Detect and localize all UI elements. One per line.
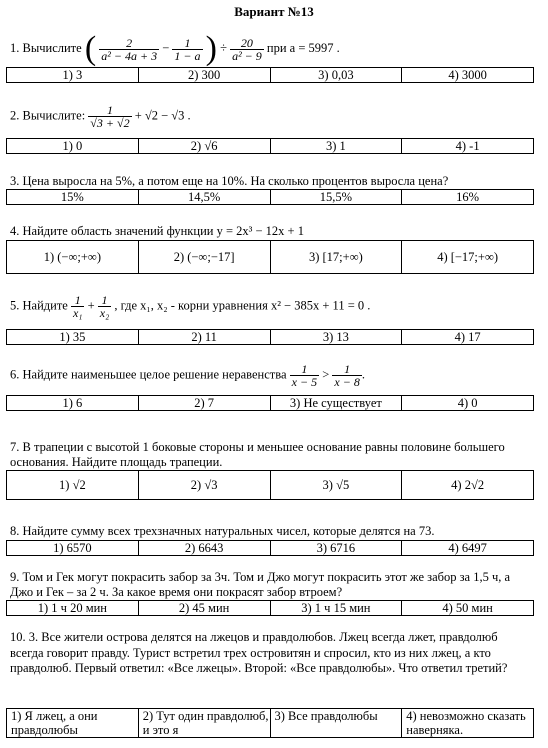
question-1-label: 1. Вычислите: [10, 40, 82, 55]
question-6: 6. Найдите наименьшее целое решение неравенства $\frac{1}{x - 5}$ > $\frac{1}{x - 8}$ .: [10, 362, 365, 389]
answer-option[interactable]: 3) 1: [270, 139, 402, 154]
answer-option[interactable]: 3) 13: [270, 330, 402, 345]
question-8: 8. Найдите сумму всех трехзначных натуральных чисел, которые делятся на 73.: [10, 524, 435, 538]
answer-option[interactable]: 3) 1 ч 15 мин: [270, 601, 402, 616]
answers-10: [6, 708, 534, 738]
fraction-2: $\frac{1}{x - 8}$: [334, 362, 360, 389]
answers-9: [6, 600, 534, 616]
answer-option[interactable]: 4) [−17;+∞): [402, 241, 534, 274]
answer-option[interactable]: 1) 6570: [7, 541, 139, 556]
answer-option[interactable]: 3) √5: [270, 471, 402, 500]
question-4: 4. Найдите область значений функции y = 2x³ − 12x + 1: [10, 224, 304, 238]
answers-7: [6, 470, 534, 500]
answer-option[interactable]: 1) 6: [7, 396, 139, 411]
answers-3: [6, 189, 534, 205]
answer-option[interactable]: 4) 0: [402, 396, 534, 411]
answer-option[interactable]: 2) 11: [138, 330, 270, 345]
answer-option[interactable]: 4) 17: [402, 330, 534, 345]
answer-option[interactable]: 1) (−∞;+∞): [7, 241, 139, 274]
answer-option[interactable]: 15,5%: [270, 190, 402, 205]
answer-option[interactable]: 2) 6643: [138, 541, 270, 556]
answer-option[interactable]: 3) 0,03: [270, 68, 402, 83]
question-9: 9. Том и Гек могут покрасить забор за 3ч. Том и Джо могут покрасить этот же забор за 1,5 ч, а Джо и Гек – за 2 ч. За какое время они покрасят забор втроем?: [10, 570, 511, 599]
answer-option[interactable]: 2) Тут один правдолюб, и это я: [138, 709, 270, 738]
answer-option[interactable]: 1) 0: [7, 139, 139, 154]
answer-option[interactable]: 4) 6497: [402, 541, 534, 556]
answer-option[interactable]: 4) -1: [402, 139, 534, 154]
answer-option[interactable]: 3) Все правдолюбы: [270, 709, 402, 738]
answers-2: [6, 138, 534, 154]
answer-option[interactable]: 2) 300: [138, 68, 270, 83]
question-10: 10. 3. Все жители острова делятся на лжецов и правдолюбов. Лжец всегда лжет, правдолюб всегда говорит правду. Турист встретил трех островитян и спросил, кто из них лжец, а кто правдолюб. Первый ответил: «Все лжецы». Второй: «Все правдолюбы». Что ответил третий?: [10, 630, 508, 675]
answers-1: [6, 67, 534, 83]
fraction: $\frac{1}{√3 + √2}$: [90, 103, 130, 130]
question-2-tail: + √2 − √3 .: [134, 108, 191, 123]
answer-option[interactable]: 3) [17;+∞): [270, 241, 402, 274]
question-5-tail: , где x₁, x₂ - корни уравнения x² − 385x + 11 = 0 .: [114, 298, 371, 313]
answer-option[interactable]: 4) 50 мин: [402, 601, 534, 616]
question-7: 7. В трапеции с высотой 1 боковые стороны и меньшее основание равны половине большего основания. Найдите площадь трапеции.: [10, 440, 505, 469]
question-6-label: 6. Найдите наименьшее целое решение неравенства: [10, 367, 287, 382]
answers-6: [6, 395, 534, 411]
answers-4: [6, 240, 534, 274]
question-1: 1. Вычислите ( $\frac{2}{\text{a² − 4a + 3}}$ − $\frac{1}{1 - a}$ ) ÷ $\frac{20}{\text{a² − 9}}$ при a = 5997 .: [10, 30, 340, 67]
answers-8: [6, 540, 534, 556]
answer-option[interactable]: 1) 3: [7, 68, 139, 83]
answer-option[interactable]: 3) Не существует: [270, 396, 402, 411]
close-paren: ): [205, 30, 217, 67]
answers-5: [6, 329, 534, 345]
fraction-2: $\frac{1}{\text{x₂}}$: [99, 293, 110, 320]
answer-option[interactable]: 4) 2√2: [402, 471, 534, 500]
answer-option[interactable]: 1) 1 ч 20 мин: [7, 601, 139, 616]
open-paren: (: [84, 30, 97, 67]
answer-option[interactable]: 2) √6: [138, 139, 270, 154]
fraction-3: $\frac{20}{\text{a² − 9}}$: [232, 35, 262, 63]
question-2: [10, 104, 530, 129]
page-title: Вариант №13: [234, 4, 314, 19]
fraction-1: $\frac{2}{\text{a² − 4a + 3}}$: [101, 35, 158, 63]
answer-option[interactable]: 3) 6716: [270, 541, 402, 556]
answer-option[interactable]: 2) 45 мин: [138, 601, 270, 616]
answer-option[interactable]: 2) √3: [138, 471, 270, 500]
question-1-tail: при a = 5997 .: [266, 40, 340, 55]
answer-option[interactable]: 4) 3000: [402, 68, 534, 83]
answer-option[interactable]: 16%: [402, 190, 534, 205]
answer-option[interactable]: 1) Я лжец, а они правдолюбы: [7, 709, 139, 738]
answer-option[interactable]: 14,5%: [138, 190, 270, 205]
answer-option[interactable]: 1) 35: [7, 330, 139, 345]
question-3: 3. Цена выросла на 5%, а потом еще на 10%. На сколько процентов выросла цена?: [10, 174, 449, 188]
question-5: 5. Найдите $\frac{1}{\text{x₁}}$ + $\frac{1}{\text{x₂}}$ , где x₁, x₂ - корни уравнения x² − 385x + 11 = 0 .: [10, 293, 371, 320]
question-5-label: 5. Найдите: [10, 298, 68, 313]
fraction-1: $\frac{1}{x - 5}$: [291, 362, 318, 389]
fraction-2: $\frac{1}{1 - a}$: [174, 35, 201, 63]
answer-option[interactable]: 15%: [7, 190, 139, 205]
answer-option[interactable]: 4) невозможно сказать наверняка.: [402, 709, 534, 738]
fraction-1: $\frac{1}{\text{x₁}}$: [72, 293, 83, 320]
answer-option[interactable]: 2) 7: [138, 396, 270, 411]
answer-option[interactable]: 2) (−∞;−17]: [138, 241, 270, 274]
answer-option[interactable]: 1) √2: [7, 471, 139, 500]
question-2-label: 2. Вычислите:: [10, 108, 86, 123]
